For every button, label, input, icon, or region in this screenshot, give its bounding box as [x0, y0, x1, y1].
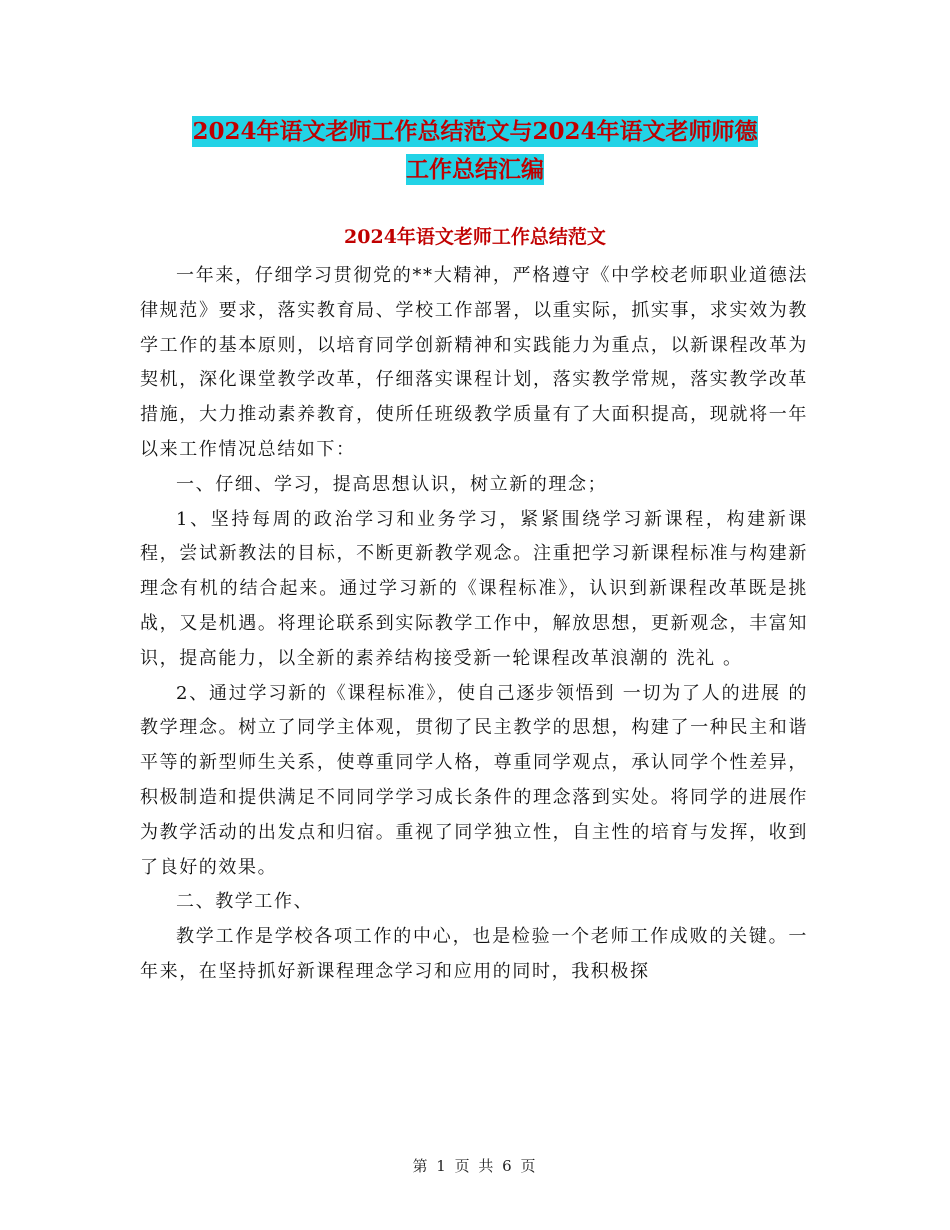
paragraph: 二、教学工作、 — [176, 891, 314, 913]
document-title — [140, 113, 810, 189]
paragraph: 一、仔细、学习，提高思想认识，树立新的理念； — [176, 473, 608, 495]
document-body — [140, 259, 808, 990]
section-title: 2024年语文老师工作总结范文 — [344, 226, 606, 248]
paragraph: 2、通过学习新的《课程标准》，使自己逐步领悟到 一切为了人的进展 的教学理念。树立了同学主体观，贯彻了民主教学的思想，构建了一种民主和谐平等的新型师生关系，使尊重同学人格，尊重同学观点，承认同学个性差异，积极制造和提供满足不同同学学习成长条件的理念落到实处。将同学的进展作为教学活动的出发点和归宿。重视了同学独立性，自主性的培育与发挥，收到了良好的效果。 — [140, 682, 808, 878]
page-footer: 第 1 页 共 6 页 — [412, 1157, 538, 1175]
paragraph: 一年来，仔细学习贯彻党的**大精神，严格遵守《中学校老师职业道德法律规范》要求，落实教育局、学校工作部署，以重实际，抓实事，求实效为教学工作的基本原则，以培育同学创新精神和实践能力为重点，以新课程改革为契机，深化课堂教学改革，仔细落实课程计划，落实教学常规，落实教学改革措施，大力推动素养教育，使所任班级教学质量有了大面积提高，现就将一年以来工作情况总结如下： — [140, 265, 808, 460]
paragraph: 教学工作是学校各项工作的中心，也是检验一个老师工作成败的关键。一年来，在坚持抓好新课程理念学习和应用的同时，我积极探 — [140, 926, 808, 982]
paragraph: 1、坚持每周的政治学习和业务学习，紧紧围绕学习新课程，构建新课程，尝试新教法的目标，不断更新教学观念。注重把学习新课程标准与构建新理念有机的结合起来。通过学习新的《课程标准》，认识到新课程改革既是挑战，又是机遇。将理论联系到实际教学工作中，解放思想，更新观念，丰富知识，提高能力，以全新的素养结构接受新一轮课程改革浪潮的 洗礼 。 — [140, 508, 808, 669]
document-title-line-1: 2024年语文老师工作总结范文与2024年语文老师师德 — [192, 118, 758, 145]
document-title-line-2: 工作总结汇编 — [406, 156, 544, 183]
